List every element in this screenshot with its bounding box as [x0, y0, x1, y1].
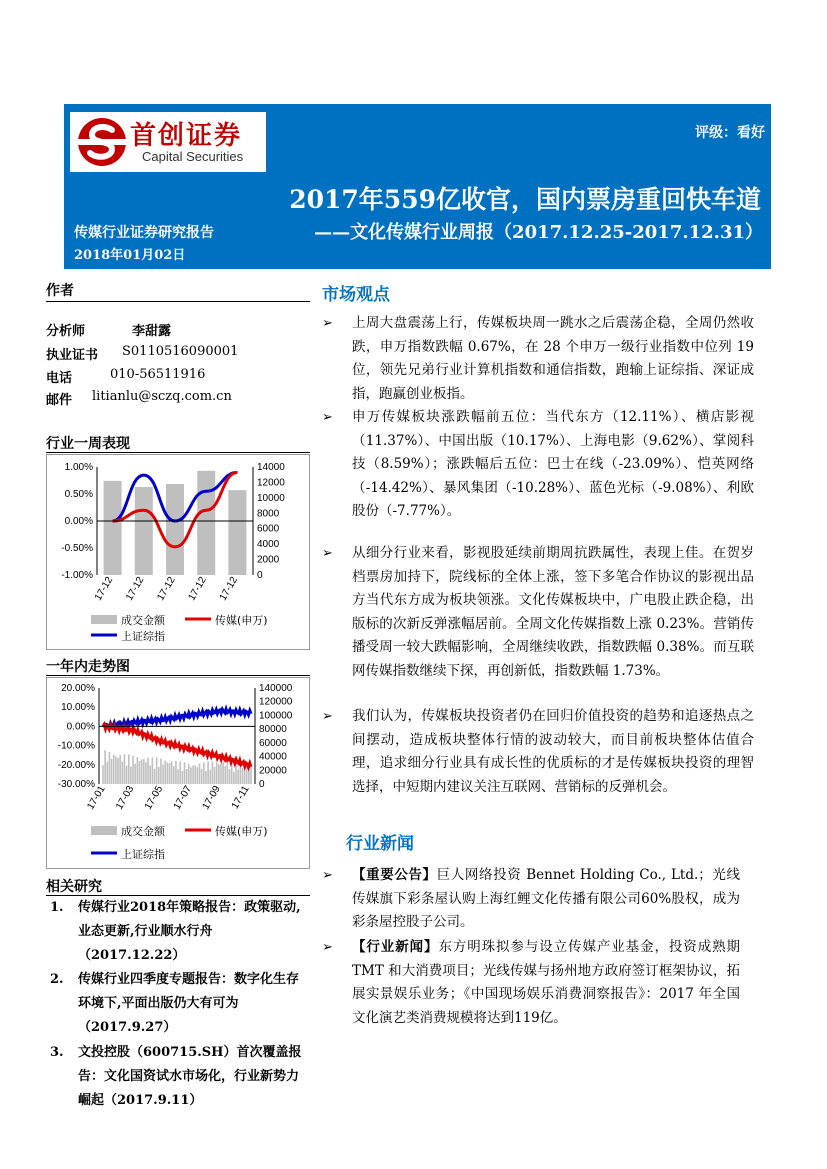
volume-bar — [158, 767, 160, 784]
yearly-trend-heading: 一年内走势图 — [46, 659, 130, 675]
y-left-tick-label: -10.00% — [57, 740, 95, 752]
legend-volume-swatch — [91, 826, 117, 835]
y-right-tick-label: 0 — [259, 779, 265, 790]
news-text: 巨人网络投资 Bennet Holding Co., Ltd.；光线传媒旗下彩条屋认购上海红鲤文化传播有限公司60%股权，成为彩条屋控股子公司。 — [352, 867, 740, 930]
y-left-tick-label: 10.00% — [61, 702, 95, 714]
x-tick-label: 17-12 — [155, 575, 178, 603]
legend-index-label: 上证综指 — [121, 848, 165, 861]
volume-bar — [119, 755, 121, 784]
volume-bar — [224, 766, 226, 784]
x-tick-label: 17-12 — [217, 575, 240, 603]
volume-bar — [177, 769, 179, 784]
phone-number: 010-56511916 — [110, 367, 206, 382]
volume-bar — [197, 767, 199, 784]
analyst-label: 分析师 — [46, 324, 86, 339]
analyst-name: 李甜露 — [132, 324, 172, 339]
market-paragraph: 申万传媒板块涨跌幅前五位：当代东方（12.11%）、横店影视（11.37%）、中国出版（10.17%）、上海电影（9.62%）、掌阅科技（8.59%）；涨跌幅后五位：巴士在线（-23.09%）、恺英网络（-14.42%）、暴风集团（-10.28%）、蓝色光标（-9.08%）、利欧股份（-7.77%）。 — [352, 409, 754, 519]
report-date: 2018年01月02日 — [74, 248, 186, 263]
volume-bar — [199, 764, 201, 784]
news-text: 东方明珠拟参与设立传媒产业基金，投资成熟期 TMT 和大消费项目；光线传媒与扬州地方政府签订框架协议，拓展实景娱乐业务；《中国现场娱乐消费洞察报告》：2017 年全国文化演艺类消费规模将达到119亿。 — [352, 939, 741, 1026]
email-link[interactable]: litianlu@sczq.com.cn — [92, 389, 232, 404]
volume-bar — [139, 761, 141, 784]
volume-bar — [162, 764, 164, 784]
volume-bar — [229, 769, 231, 784]
volume-bar — [171, 761, 173, 784]
volume-bar — [186, 769, 188, 784]
related-item-text: 传媒行业2018年策略报告：政策驱动,业态更新,行业顺水行舟（2017.12.22） — [78, 900, 301, 963]
volume-bar — [169, 763, 171, 784]
volume-bar — [115, 756, 117, 784]
cert-label: 执业证书 — [46, 348, 99, 363]
volume-bar — [102, 765, 104, 784]
author-heading: 作者 — [46, 283, 74, 299]
x-tick-label: 17-12 — [186, 575, 209, 603]
market-paragraph: 我们认为，传媒板块投资者仍在回归价值投资的趋势和追逐热点之间摆动，造成板块整体行情的波动较大，而目前板块整体估值合理，追求细分行业具有成长性的优质标的才是传媒板块投资的理智选择，中短期内建议关注互联网、营销标的反弹机会。 — [352, 708, 754, 795]
volume-bar — [128, 754, 130, 784]
x-tick-label: 17-05 — [142, 784, 166, 812]
volume-bar — [233, 772, 235, 784]
y-right-tick-label: 40000 — [259, 751, 287, 763]
related-item-number: 3. — [50, 1045, 64, 1060]
volume-bar — [220, 763, 222, 784]
volume-bar — [141, 759, 143, 784]
volume-bar — [179, 761, 181, 784]
volume-bar — [182, 771, 184, 784]
volume-bar — [156, 757, 158, 784]
y-right-tick-label: 12000 — [257, 477, 285, 489]
rating-label: 评级：看好 — [695, 125, 765, 141]
author-divider — [46, 301, 310, 302]
phone-label: 电话 — [46, 371, 73, 386]
market-paragraph: 上周大盘震荡上行，传媒板块周一跳水之后震荡企稳，全周仍然收跌，申万指数跌幅 0.67%，在 28 个申万一级行业指数中位列 19 位，领先兄弟行业计算机指数和通信指数，跑输上证综指、深证成指，跑赢创业板指。 — [352, 315, 754, 402]
volume-bar — [145, 762, 147, 784]
legend-volume-label: 成交金额 — [121, 825, 165, 838]
related-item[interactable] — [50, 1041, 314, 1113]
arrow-bullet-icon: ➢ — [322, 940, 333, 955]
y-left-tick-label: -30.00% — [57, 779, 95, 790]
cert-number: S0110516090001 — [122, 344, 239, 359]
x-tick-label: 17-12 — [92, 575, 116, 603]
y-left-tick-label: 0.00% — [66, 721, 95, 733]
volume-bar — [104, 750, 106, 784]
volume-bar — [188, 764, 190, 784]
volume-bar — [124, 754, 126, 784]
volume-bar — [190, 767, 192, 784]
chart1-divider — [46, 452, 310, 453]
y-right-tick-label: 8000 — [257, 508, 280, 520]
volume-bar — [203, 762, 205, 784]
y-right-tick-label: 140000 — [259, 683, 293, 694]
related-item[interactable] — [50, 968, 314, 1040]
y-right-tick-label: 6000 — [257, 523, 280, 535]
x-tick-label: 17-12 — [124, 575, 147, 603]
volume-bar — [194, 765, 196, 784]
related-item-number: 1. — [50, 900, 64, 915]
x-tick-label: 17-01 — [85, 784, 108, 812]
y-left-tick-label: 0.50% — [64, 489, 93, 500]
volume-bar — [152, 757, 154, 784]
y-left-tick-label: 20.00% — [61, 683, 95, 694]
weekly-performance-svg — [47, 455, 309, 649]
x-tick-label: 17-11 — [229, 784, 252, 812]
y-left-tick-label: 1.00% — [64, 462, 93, 473]
volume-bar — [212, 762, 214, 784]
volume-bar — [166, 484, 184, 575]
report-title: 2017年559亿收官，国内票房重回快车道 — [289, 185, 761, 214]
weekly-performance-heading: 行业一周表现 — [46, 436, 130, 452]
volume-bar — [137, 757, 139, 784]
logo-english-text: Capital Securities — [142, 149, 244, 164]
report-type: 传媒行业证券研究报告 — [74, 225, 214, 241]
arrow-bullet-icon: ➢ — [322, 709, 333, 724]
chart2-divider — [46, 675, 310, 676]
related-item-number: 2. — [50, 972, 64, 987]
volume-bar — [209, 770, 211, 784]
volume-bar — [197, 471, 215, 575]
volume-bar — [111, 759, 113, 784]
legend-volume-label: 成交金额 — [121, 614, 165, 627]
volume-bar — [109, 752, 111, 784]
email-label: 邮件 — [46, 393, 73, 408]
news-item — [352, 864, 740, 935]
volume-bar — [201, 769, 203, 784]
volume-bar — [143, 759, 145, 784]
y-right-tick-label: 4000 — [257, 539, 280, 551]
volume-bar — [227, 762, 229, 784]
y-right-tick-label: 10000 — [257, 492, 285, 504]
volume-bar — [106, 762, 108, 784]
y-right-tick-label: 60000 — [259, 737, 287, 749]
y-left-tick-label: 0.00% — [64, 516, 93, 527]
logo-chinese-text: 首创证券 — [130, 121, 243, 151]
volume-bar — [154, 769, 156, 784]
legend-media-label: 传媒(申万) — [215, 825, 268, 838]
arrow-bullet-icon: ➢ — [322, 546, 333, 561]
volume-bar — [228, 490, 246, 575]
y-right-tick-label: 80000 — [259, 724, 287, 736]
volume-bar — [205, 771, 207, 784]
volume-bar — [218, 764, 220, 784]
y-right-tick-label: 14000 — [257, 462, 285, 473]
volume-bar — [173, 766, 175, 784]
y-right-tick-label: 0 — [257, 570, 263, 581]
volume-bar — [122, 762, 124, 784]
weekly-performance-chart — [46, 454, 310, 650]
volume-bar — [222, 762, 224, 784]
volume-bar — [160, 759, 162, 784]
volume-bar — [237, 770, 239, 784]
related-item-text: 传媒行业四季度专题报告：数字化生存环境下,平面出版仍大有可为（2017.9.27） — [78, 972, 300, 1035]
x-tick-label: 17-07 — [171, 784, 194, 812]
related-item-text: 文投控股（600715.SH）首次覆盖报告：文化国资试水市场化，行业新势力崛起（2017.9.11） — [78, 1045, 302, 1108]
volume-bar — [175, 761, 177, 784]
market-paragraph: 从细分行业来看，影视股延续前期周抗跌属性，表现上佳。在贺岁档票房加持下，院线标的全体上涨，签下多笔合作协议的影视出品方当代东方成为板块领涨。文化传媒板块中，广电股止跌企稳，出版标的次新反弹涨幅居前。全周文化传媒指数上涨 0.23%。营销传播受周一较大跌幅影响，全周继续收跌，指数跌幅 0.38%。而互联网传媒指数继续下探，再创新低，指数跌幅 1.73%。 — [352, 545, 754, 679]
volume-bar — [214, 767, 216, 784]
yearly-trend-chart — [46, 677, 310, 869]
volume-bar — [126, 766, 128, 784]
volume-bar — [130, 767, 132, 784]
volume-bar — [135, 487, 153, 575]
yearly-trend-svg — [47, 678, 309, 868]
arrow-bullet-icon: ➢ — [322, 868, 333, 883]
y-right-tick-label: 2000 — [257, 554, 280, 566]
related-item[interactable] — [50, 896, 314, 968]
volume-bar — [147, 758, 149, 784]
industry-news-heading: 行业新闻 — [346, 834, 414, 854]
legend-volume-swatch — [91, 615, 117, 624]
logo-s-icon — [76, 116, 128, 168]
volume-bar — [167, 763, 169, 784]
volume-bar — [132, 756, 134, 784]
volume-bar — [246, 767, 248, 784]
news-item — [352, 936, 740, 1030]
arrow-bullet-icon: ➢ — [322, 410, 333, 425]
legend-media-label: 传媒(申万) — [215, 614, 268, 627]
y-right-tick-label: 20000 — [259, 765, 287, 777]
volume-bar — [104, 481, 122, 575]
y-right-tick-label: 100000 — [259, 710, 293, 722]
volume-bar — [184, 762, 186, 784]
news-tag: 【行业新闻】 — [352, 939, 439, 955]
report-subtitle: ——文化传媒行业周报（2017.12.25-2017.12.31） — [314, 222, 763, 243]
volume-bar — [250, 766, 252, 784]
volume-bar — [149, 765, 151, 784]
news-tag: 【重要公告】 — [352, 867, 437, 883]
volume-bar — [164, 761, 166, 784]
x-tick-label: 17-03 — [114, 784, 137, 812]
market-view-heading: 市场观点 — [322, 285, 390, 305]
arrow-bullet-icon: ➢ — [322, 316, 333, 331]
y-left-tick-label: -0.50% — [61, 543, 93, 554]
related-research-heading: 相关研究 — [46, 879, 102, 895]
volume-bar — [207, 762, 209, 784]
volume-bar — [113, 755, 115, 784]
legend-index-label: 上证综指 — [121, 630, 165, 643]
volume-bar — [192, 766, 194, 784]
y-left-tick-label: -1.00% — [61, 570, 93, 581]
y-right-tick-label: 120000 — [259, 696, 293, 708]
volume-bar — [242, 768, 244, 784]
x-tick-label: 17-09 — [200, 784, 223, 812]
y-left-tick-label: -20.00% — [57, 759, 95, 771]
index-line — [103, 709, 251, 728]
volume-bar — [134, 764, 136, 784]
company-logo — [70, 112, 266, 172]
volume-bar — [117, 758, 119, 784]
volume-bar — [216, 762, 218, 784]
